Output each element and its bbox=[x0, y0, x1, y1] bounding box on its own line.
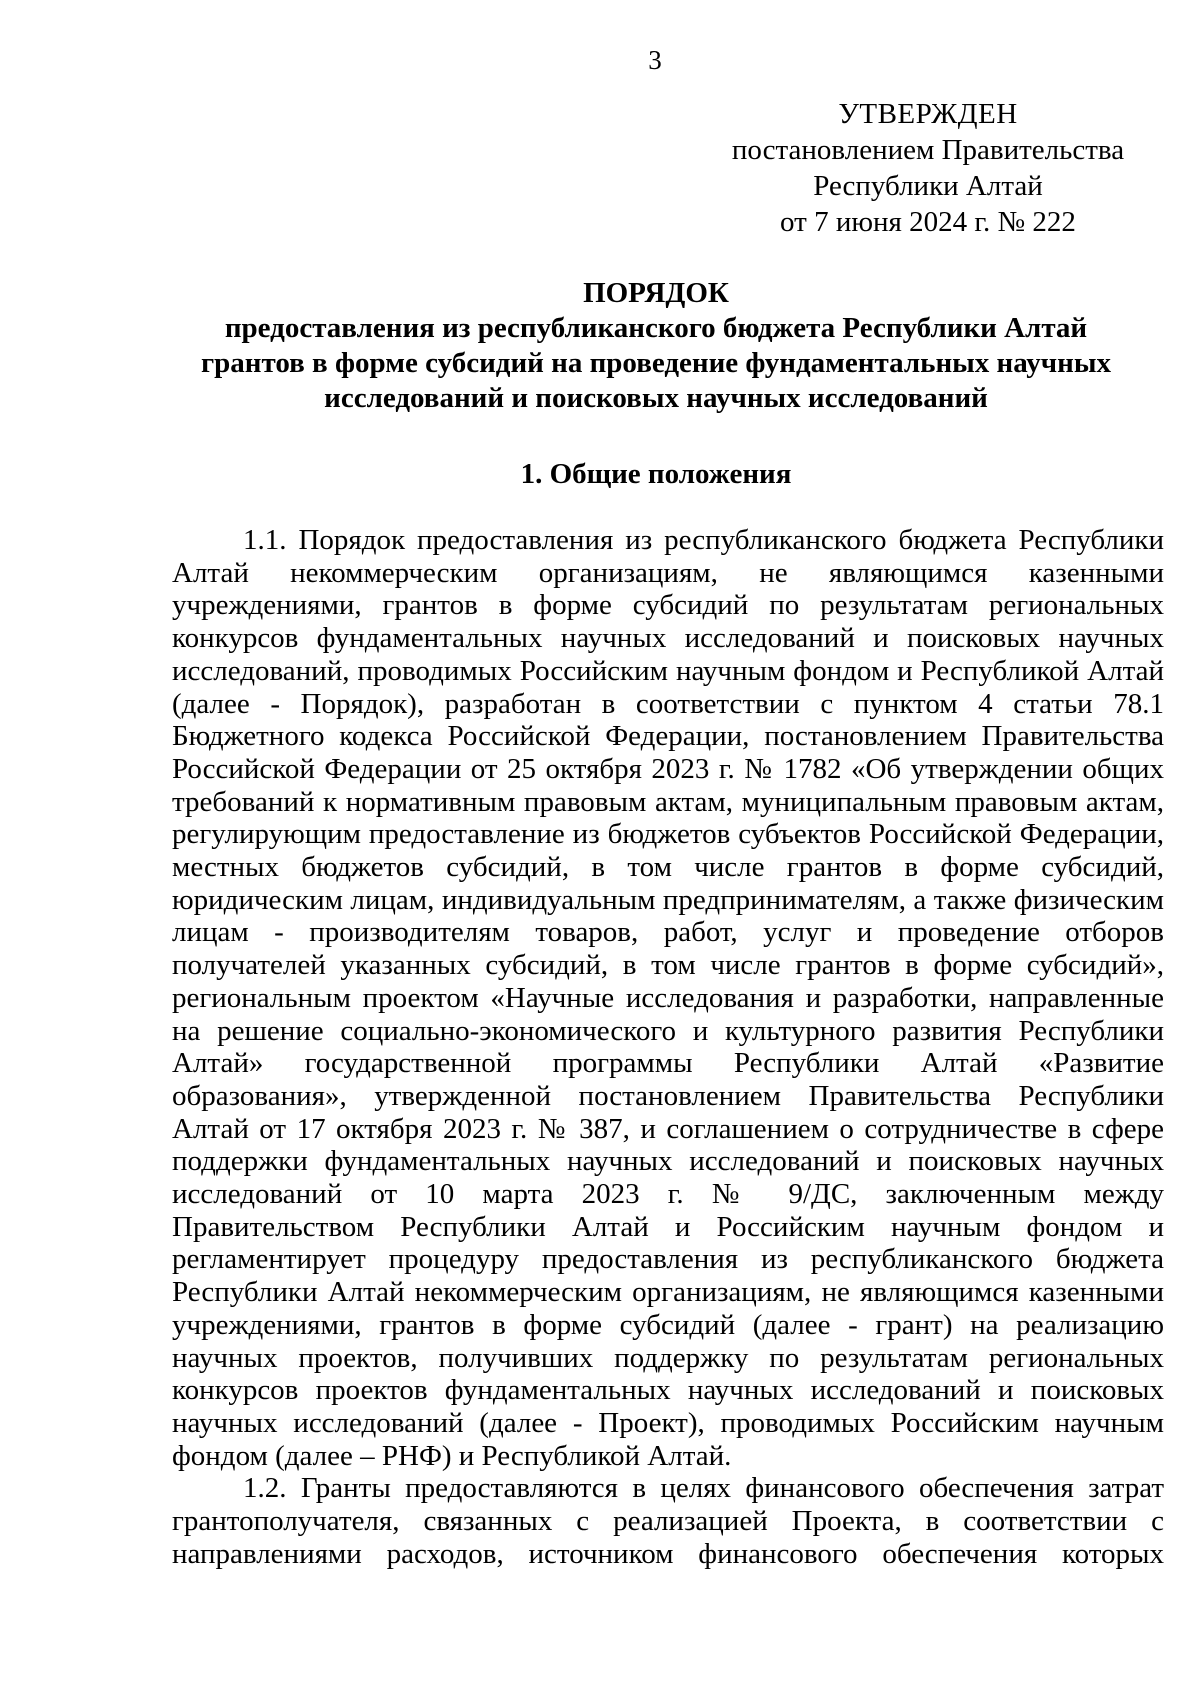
section-heading: 1. Общие положения bbox=[520, 458, 792, 490]
approval-line-region: Республики Алтай bbox=[813, 170, 1043, 202]
paragraph-1-1: 1.1. Порядок предоставления из республиканского бюджета Республики Алтай некоммерческим организациям, не являющимся казенными учреждениями, грантов в форме субсидий по результатам региональных конкурсов фундаментальных научных исследований и поисковых научных исследований, проводимых Российским научным фондом и Республикой Алтай (далее - Порядок), разработан в соответствии с пунктом 4 статьи 78.1 Бюджетного кодекса Российской Федерации, постановлением Правительства Российской Федерации от 25 октября 2023 г. № 1782 «Об утверждении общих требований к нормативным правовым актам, муниципальным правовым актам, регулирующим предоставление из бюджетов субъектов Российской Федерации, местных бюджетов субсидий, в том числе грантов в форме субсидий, юридическим лицам, индивидуальным предпринимателям, а также физическим лицам - производителям товаров, работ, услуг и проведение отборов получателей указанных субсидий, в том числе грантов в форме субсидий», региональным проектом «Научные исследования и разработки, направленные на решение социально-экономического и культурного развития Республики Алтай» государственной программы Республики Алтай «Развитие образования», утвержденной постановлением Правительства Республики Алтай от 17 октября 2023 г. № 387, и соглашением о сотрудничестве в сфере поддержки фундаментальных научных исследований и поисковых научных исследований от 10 марта 2023 г. № 9/ДС, заключенным между Правительством Республики Алтай и Российским научным фондом и регламентирует процедуру предоставления из республиканского бюджета Республики Алтай некоммерческим организациям, не являющимся казенными учреждениями, грантов в форме субсидий (далее - грант) на реализацию научных проектов, получивших поддержку по результатам региональных конкурсов проектов фундаментальных научных исследований и поисковых научных исследований (далее - Проект), проводимых Российским научным фондом (далее – РНФ) и Республикой Алтай. bbox=[172, 524, 1164, 1472]
approval-title: УТВЕРЖДЕН bbox=[838, 98, 1018, 130]
approval-stamp bbox=[700, 96, 1156, 240]
document-title: ПОРЯДОК bbox=[583, 277, 729, 309]
approval-line-decree: постановлением Правительства bbox=[731, 134, 1125, 166]
document-title-block bbox=[172, 276, 1140, 416]
paragraph-1-2: 1.2. Гранты предоставляются в целях финансового обеспечения затрат грантополучателя, связанных с реализацией Проекта, в соответствии с направлениями расходов, источником финансового обеспечения которых bbox=[172, 1472, 1164, 1570]
approval-line-date: от 7 июня 2024 г. № 222 bbox=[780, 206, 1076, 238]
document-subtitle: предоставления из республиканского бюджета Республики Алтай грантов в форме субсидий на проведение фундаментальных научных исследований и поисковых научных исследований bbox=[201, 312, 1111, 414]
page-number: 3 bbox=[648, 45, 662, 75]
body-text bbox=[172, 524, 1164, 1571]
